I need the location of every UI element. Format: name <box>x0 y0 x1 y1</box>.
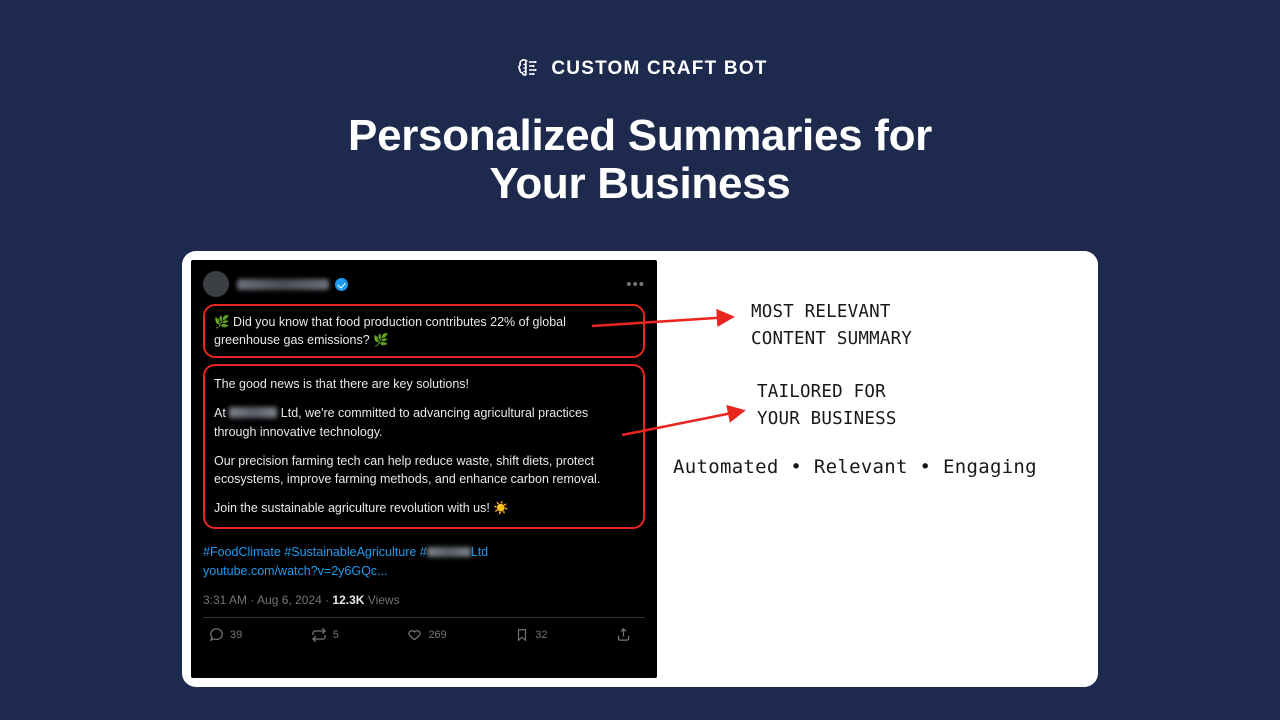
callout-most-relevant <box>751 299 912 352</box>
highlight-box-business <box>203 364 645 529</box>
tweet-meta <box>191 581 657 607</box>
retweet-icon <box>311 627 327 643</box>
retweet-action[interactable] <box>311 627 339 643</box>
tweet-text-highlight-1: 🌿 Did you know that food production contributes 22% of global greenhouse gas emissions? 🌿 <box>214 315 566 348</box>
like-action[interactable] <box>407 627 446 642</box>
tweet-views-count: 12.3K <box>332 592 365 607</box>
bookmark-icon <box>515 628 529 642</box>
tweet-text-solutions: The good news is that there are key solutions! <box>214 377 470 392</box>
hashtags-text: #FoodClimate #SustainableAgriculture # <box>203 545 427 559</box>
tweet-header <box>191 260 657 302</box>
reply-action[interactable] <box>209 627 242 642</box>
tweet-text-company <box>214 404 634 440</box>
reply-count: 39 <box>230 628 243 641</box>
company-post: Ltd, we're committed to advancing agricultural practices through innovative technology. <box>214 406 589 439</box>
tweet-views-label: Views <box>364 592 400 607</box>
like-icon <box>407 627 422 642</box>
callout-one-line-2: CONTENT SUMMARY <box>751 328 913 349</box>
headline-line-1: Personalized Summaries for <box>348 111 932 160</box>
callout-one-line-1: MOST RELEVANT <box>751 302 891 322</box>
tagline: Automated • Relevant • Engaging <box>673 456 1037 478</box>
headline-line-2: Your Business <box>489 159 791 209</box>
callout-tailored <box>757 379 897 432</box>
reply-icon <box>209 627 224 642</box>
tweet-body <box>191 304 657 529</box>
avatar <box>203 271 229 297</box>
retweet-count: 5 <box>332 628 339 641</box>
callout-two-line-1: TAILORED FOR <box>757 382 886 402</box>
highlight-box-summary <box>203 304 645 358</box>
bookmark-action[interactable] <box>515 628 547 642</box>
brand-lockup <box>0 54 1280 84</box>
callout-panel <box>657 251 1098 687</box>
brand-name: CUSTOM CRAFT BOT <box>551 58 768 79</box>
author-name-redacted <box>237 279 329 290</box>
like-count: 269 <box>428 628 447 641</box>
share-icon <box>616 627 631 642</box>
showcase-card <box>182 251 1098 687</box>
verified-badge-icon <box>335 278 348 291</box>
brain-circuit-icon <box>512 54 542 84</box>
tweet-screenshot <box>191 260 657 678</box>
tweet-text-tech: Our precision farming tech can help reduce waste, shift diets, protect ecosystems, improve farming methods, and enhance carbon removal. <box>214 453 601 486</box>
hashtag-company-redacted <box>427 547 471 557</box>
bookmark-count: 32 <box>535 628 548 641</box>
tweet-hashtags[interactable] <box>191 535 657 581</box>
share-action[interactable] <box>616 627 637 642</box>
company-name-redacted <box>229 407 277 418</box>
page-title <box>0 112 1280 209</box>
hashtags-suffix: Ltd <box>470 545 489 559</box>
more-options-icon[interactable]: ••• <box>626 275 645 293</box>
tweet-actions <box>191 618 657 643</box>
tweet-text-cta: Join the sustainable agriculture revolution with us! ☀️ <box>214 500 509 515</box>
tweet-timestamp: 3:31 AM · Aug 6, 2024 · <box>203 592 333 607</box>
callout-two-line-2: YOUR BUSINESS <box>757 408 897 429</box>
tweet-link[interactable]: youtube.com/watch?v=2y6GQc... <box>203 563 388 578</box>
company-pre: At <box>214 406 230 421</box>
